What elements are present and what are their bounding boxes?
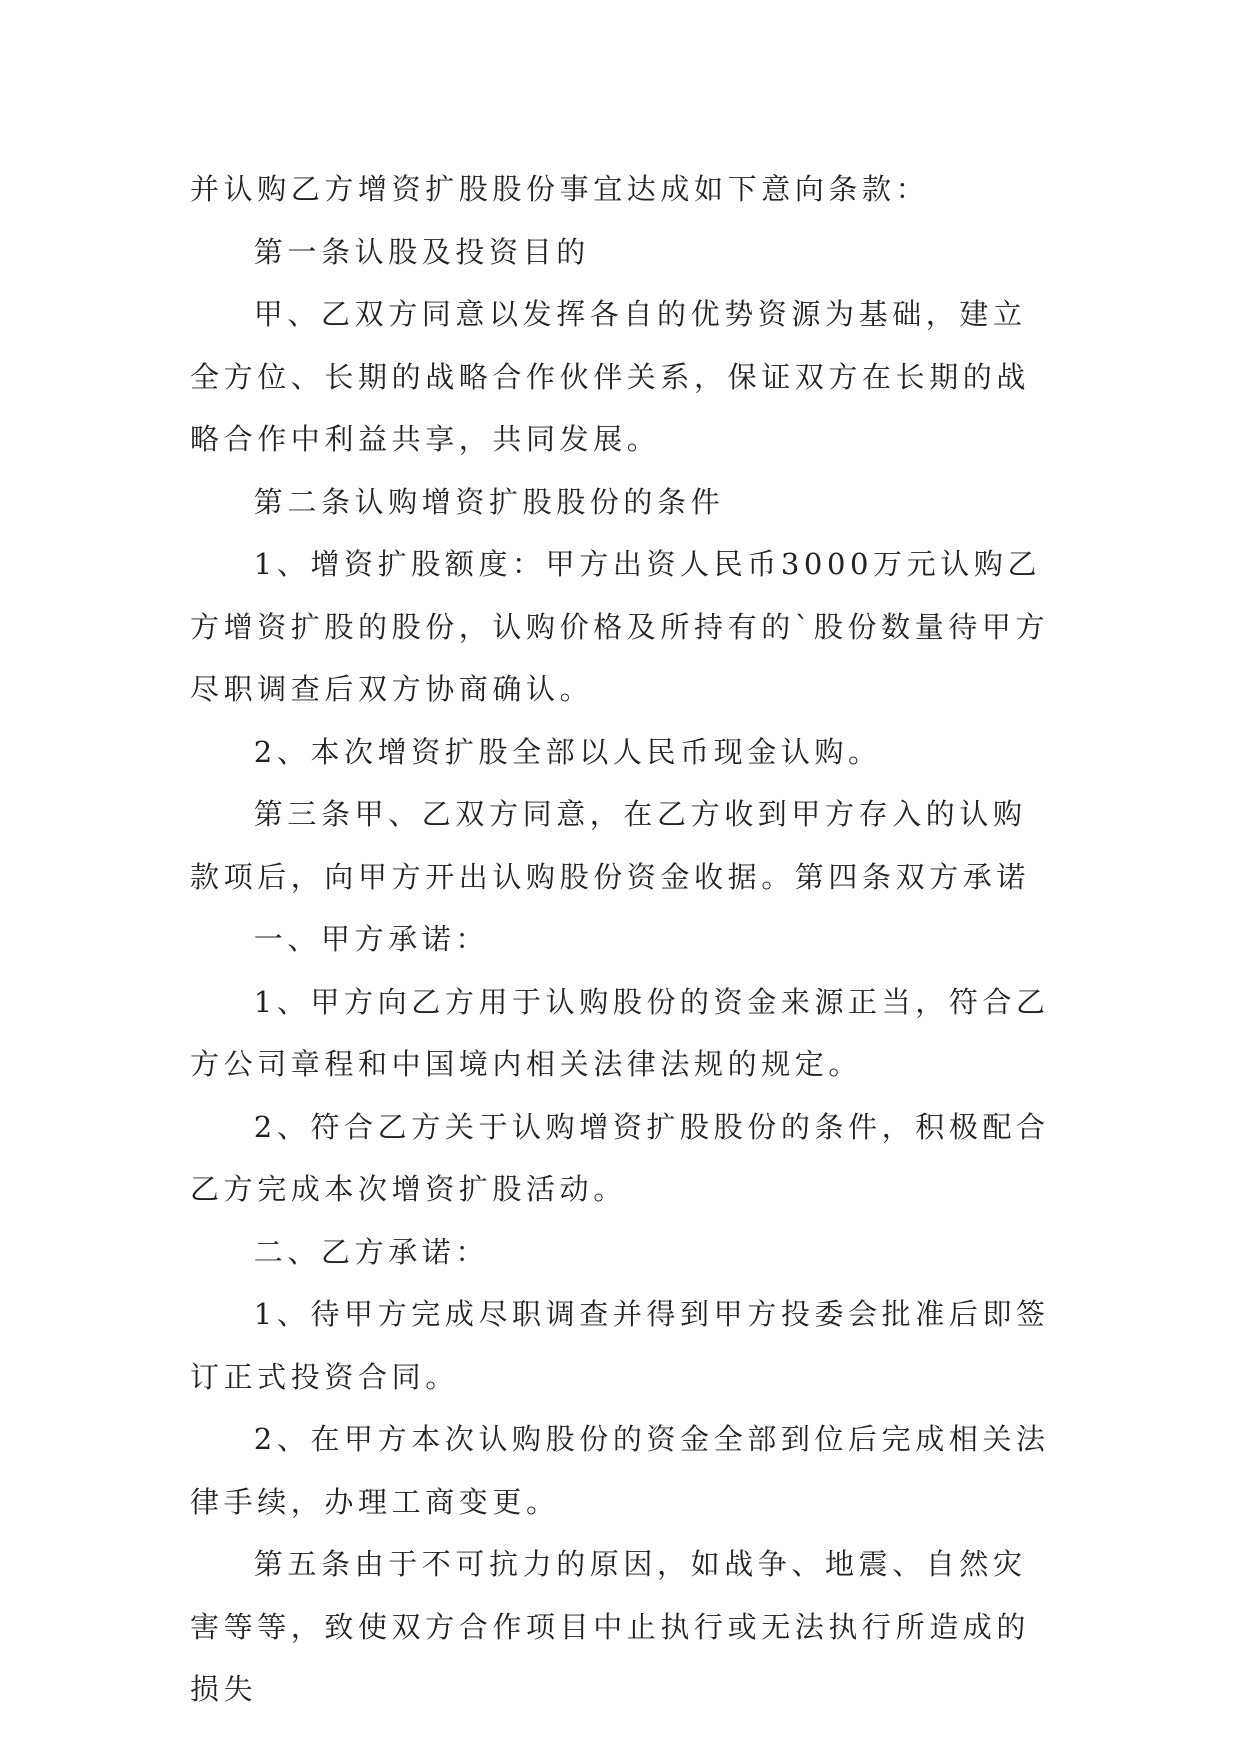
heading-article-1: 第一条认股及投资目的 xyxy=(253,234,590,269)
paragraph-article-3: 第三条甲、乙双方同意，在乙方收到甲方存入的认购款项后，向甲方开出认购股份资金收据。第四条双方承诺 xyxy=(190,797,1031,894)
paragraph-article-5: 第五条由于不可抗力的原因，如战争、地震、自然灾害等等，致使双方合作项目中止执行或无法执行所造成的损失 xyxy=(190,1547,1031,1706)
document-body xyxy=(190,158,1050,1721)
paragraph-intro-clause: 并认购乙方增资扩股股份事宜达成如下意向条款： xyxy=(190,172,930,206)
heading-article-2: 第二条认购增资扩股股份的条件 xyxy=(253,484,725,519)
paragraph-party-a-item-1: 1、甲方向乙方用于认购股份的资金来源正当，符合乙方公司章程和中国境内相关法律法规的规定。 xyxy=(190,984,1050,1081)
paragraph-party-b-item-2: 2、在甲方本次认购股份的资金全部到位后完成相关法律手续，办理工商变更。 xyxy=(190,1422,1050,1519)
heading-party-a-commitments: 一、甲方承诺： xyxy=(253,922,489,956)
paragraph-article-2-item-1: 1、增资扩股额度：甲方出资人民币3000万元认购乙方增资扩股的股份，认购价格及所持有的`股份数量待甲方尽职调查后双方协商确认。 xyxy=(190,547,1050,706)
heading-party-b-commitments: 二、乙方承诺： xyxy=(253,1234,489,1269)
paragraph-article-2-item-2: 2、本次增资扩股全部以人民币现金认购。 xyxy=(253,734,882,769)
paragraph-party-b-item-1: 1、待甲方完成尽职调查并得到甲方投委会批准后即签订正式投资合同。 xyxy=(190,1297,1050,1394)
paragraph-article-1-body: 甲、乙双方同意以发挥各自的优势资源为基础，建立全方位、长期的战略合作伙伴关系，保证双方在长期的战略合作中利益共享，共同发展。 xyxy=(190,297,1031,456)
paragraph-party-a-item-2: 2、符合乙方关于认购增资扩股股份的条件，积极配合乙方完成本次增资扩股活动。 xyxy=(190,1109,1050,1206)
